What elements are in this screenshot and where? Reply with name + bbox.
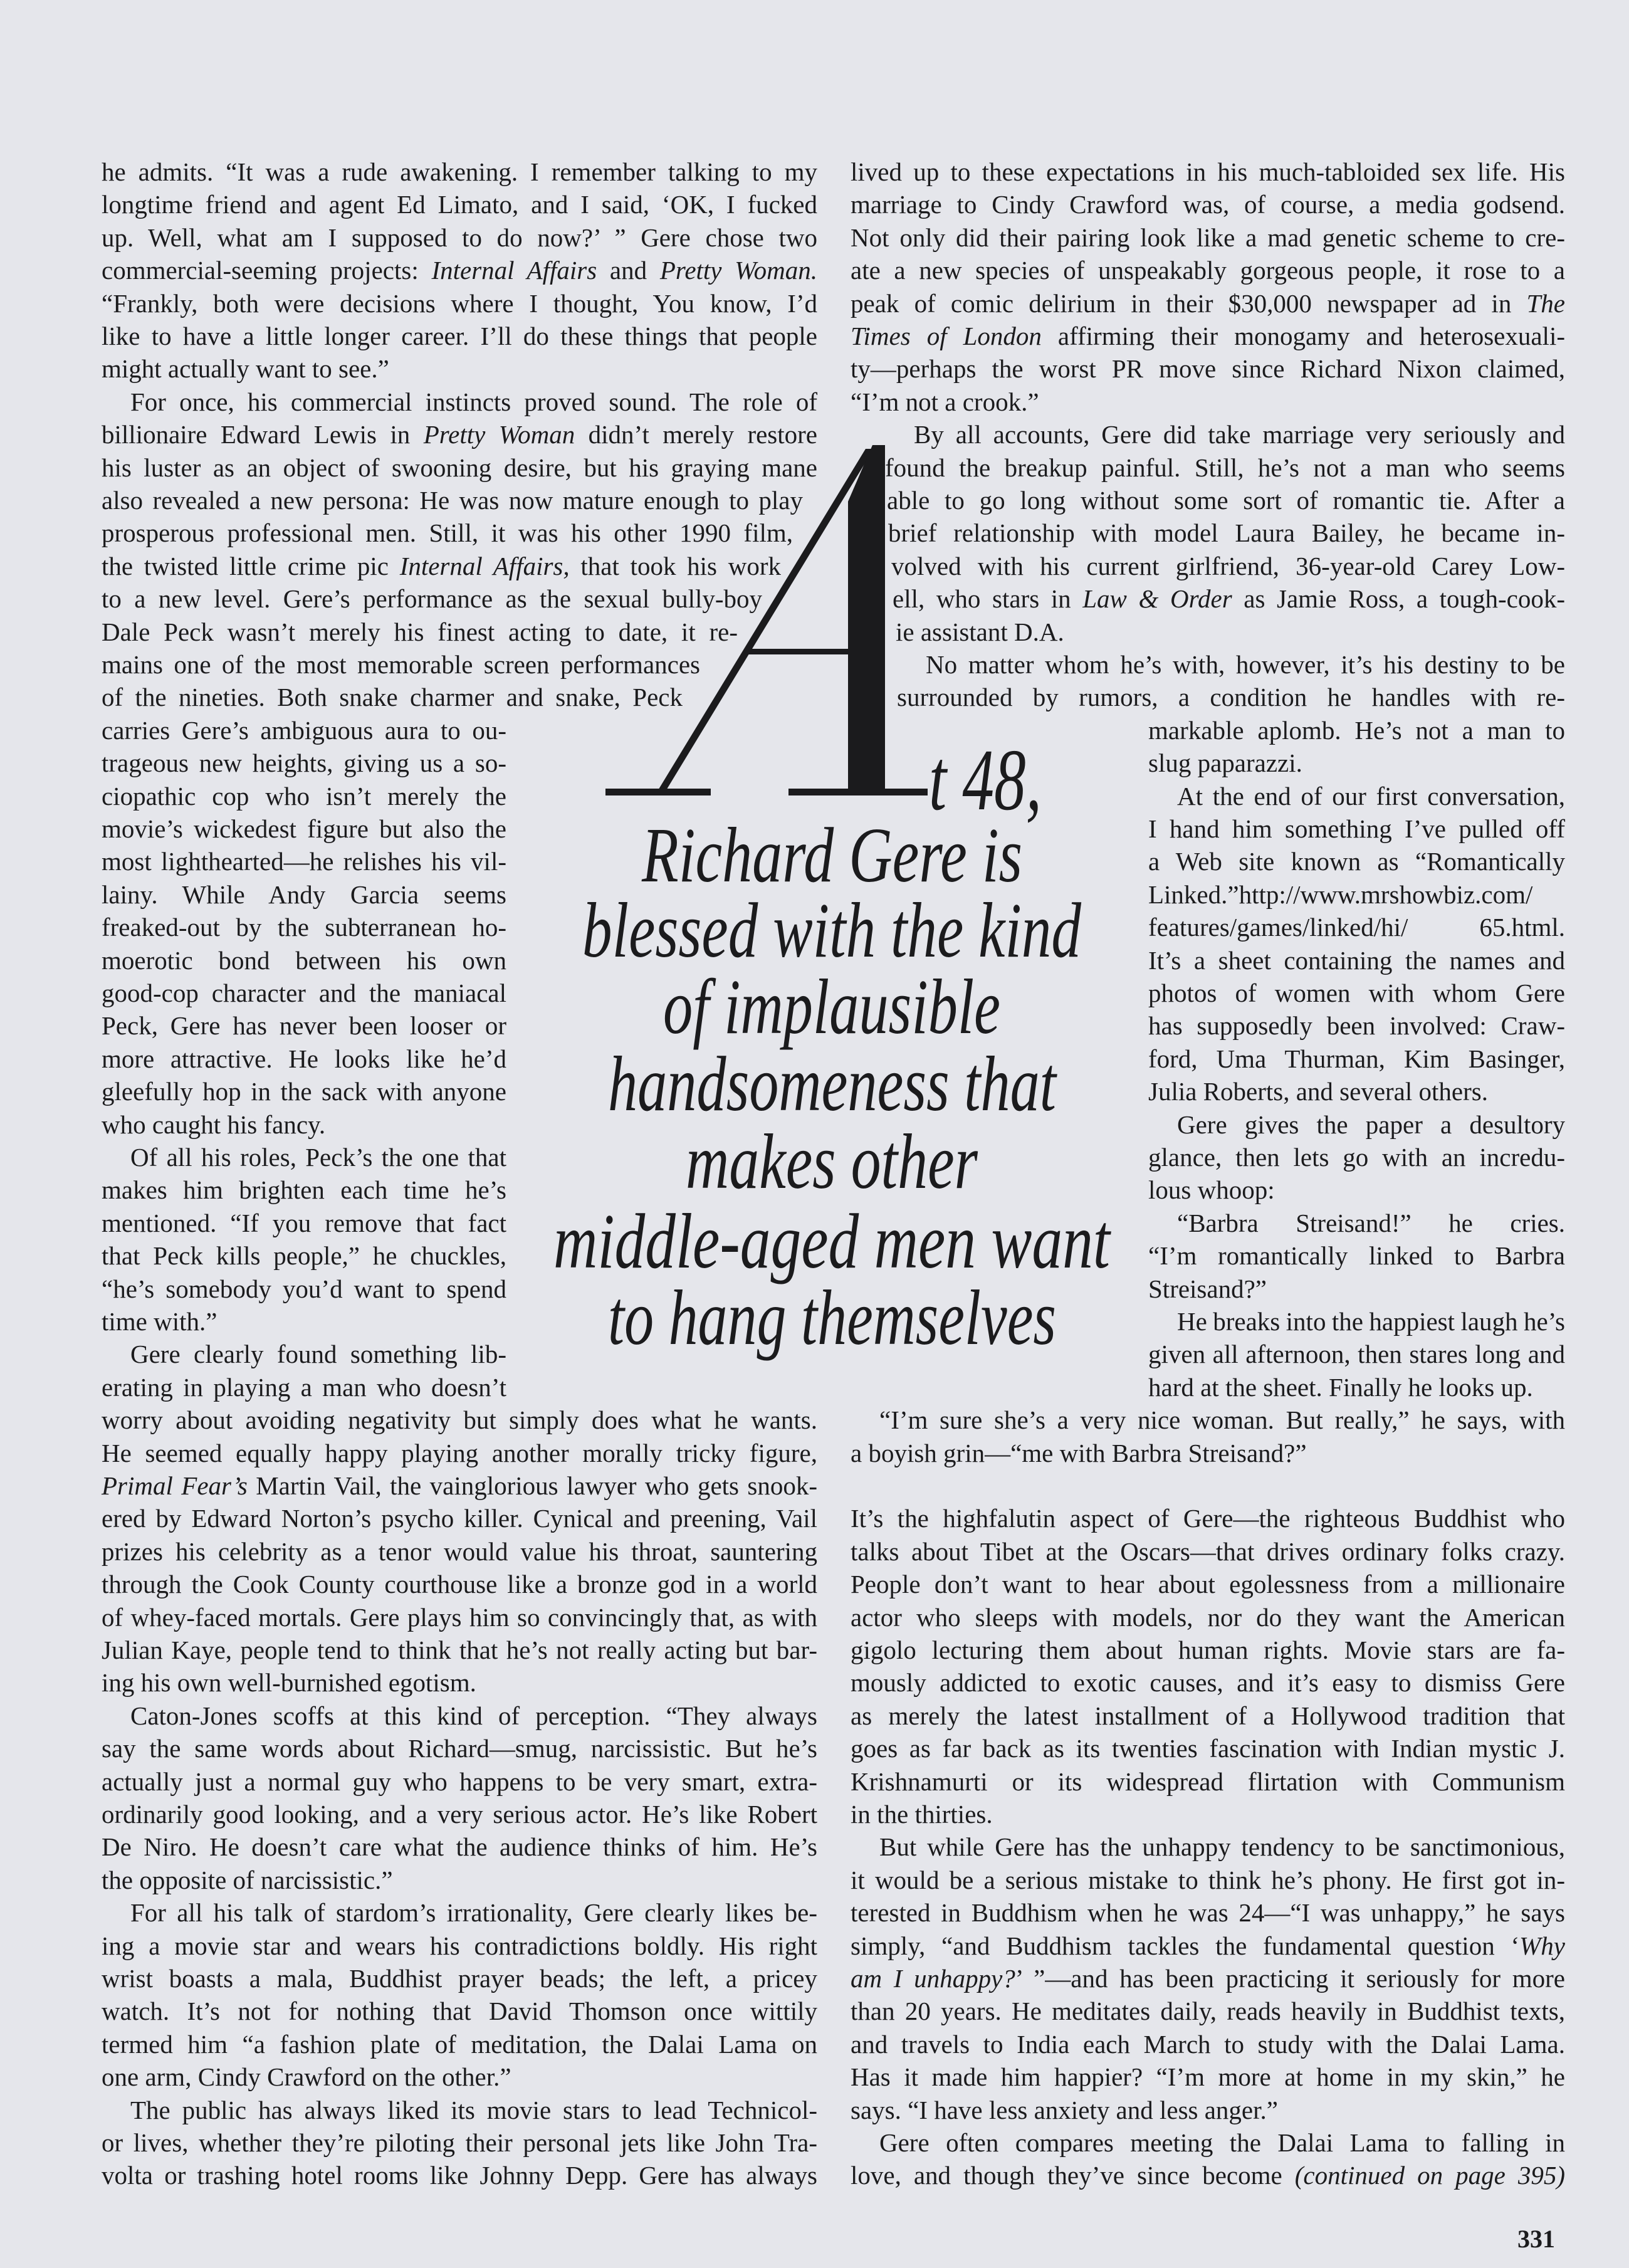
text-line: given all afternoon, then stares long and [1148,1340,1565,1369]
text-line: gleefully hop in the sack with anyone [102,1077,506,1106]
text-line: actually just a normal guy who happens to be very smart, extra- [102,1767,817,1796]
pull-quote-line: blessed with the kind [582,888,1081,975]
text-line: ciopathic cop who isn’t merely the [102,781,506,811]
text-line: brief relationship with model Laura Bailey, he became in- [888,518,1565,548]
text-line: De Niro. He doesn’t care what the audience thinks of him. He’s [102,1832,817,1862]
text-line: Julian Kaye, people tend to think that he’s not really acting but bar- [102,1635,817,1664]
text-line: commercial-seeming projects: Internal Affairs and Pretty Woman. [102,256,817,285]
text-line: For all his talk of stardom’s irrationality, Gere clearly likes be- [130,1898,817,1928]
text-line: hard at the sheet. Finally he looks up. [1148,1372,1533,1402]
text-line: By all accounts, Gere did take marriage very seriously and [914,420,1565,449]
text-line: The public has always liked its movie stars to lead Technicol- [130,2095,817,2124]
text-line: ate a new species of unspeakably gorgeous people, it rose to a [851,256,1565,285]
text-line: a Web site known as “Romantically [1148,847,1565,876]
text-line: more attractive. He looks like he’d [102,1044,506,1073]
text-line: marriage to Cindy Crawford was, of course, a media godsend. [851,190,1565,219]
text-line: ty—perhaps the worst PR move since Richard Nixon claimed, [851,354,1565,384]
drop-cap-thin-stroke [657,449,874,791]
pull-quote-line: to hang themselves [607,1275,1056,1362]
text-line: termed him “a fashion plate of meditation, the Dalai Lama on [102,2029,817,2059]
text-line: his luster as an object of swooning desire, but his graying mane [102,453,817,482]
text-line: Julia Roberts, and several others. [1148,1077,1488,1106]
text-line: ered by Edward Norton’s psycho killer. Cynical and preening, Vail [102,1504,817,1533]
pull-quote-line: handsomeness that [607,1041,1056,1128]
text-line: lainy. While Andy Garcia seems [102,879,506,909]
text-line: At the end of our first conversation, [1177,781,1565,811]
text-line: talks about Tibet at the Oscars—that drives ordinary folks crazy. [851,1536,1565,1566]
text-line: found the breakup painful. Still, he’s not a man who seems [885,453,1565,482]
text-line: most lighthearted—he relishes his vil- [102,847,506,876]
text-line: makes him brighten each time he’s [102,1175,506,1205]
pull-quote-line: of implausible [663,964,1000,1051]
text-line: or lives, whether they’re piloting their personal jets like John Tra- [102,2128,817,2157]
text-line: He breaks into the happiest laugh he’s [1177,1307,1565,1336]
text-line: freaked-out by the subterranean ho- [102,913,506,942]
text-line: Linked.”http://www.mrshowbiz.com/ [1148,879,1533,909]
text-line: watch. It’s not for nothing that David Thomson once wittily [102,1997,817,2026]
drop-cap-crossbar [745,649,849,654]
text-line: actor who sleeps with models, nor do they want the American [851,1602,1565,1632]
text-line: also revealed a new persona: He was now mature enough to play [102,486,803,515]
text-line: like to have a little longer career. I’ll do these things that people [102,322,817,350]
text-line: love, and though they’ve since become (continued on page 395) [851,2161,1565,2190]
text-line: People don’t want to hear about egolessness from a millionaire [851,1570,1565,1599]
text-line: glance, then lets go with an incredu- [1148,1143,1565,1172]
text-line: simply, “and Buddhism tackles the fundamental question ‘Why [851,1931,1565,1960]
text-line: and travels to India each March to study with the Dalai Lama. [851,2029,1565,2059]
text-line: “I’m not a crook.” [851,387,1039,416]
text-line: prizes his celebrity as a tenor would value his throat, sauntering [102,1536,817,1566]
text-line: Not only did their pairing look like a mad genetic scheme to cre- [851,223,1565,252]
text-line: “I’m sure she’s a very nice woman. But really,” he says, with [879,1405,1565,1435]
text-line: one arm, Cindy Crawford on the other.” [102,2062,511,2092]
text-line: “I’m romantically linked to Barbra [1148,1241,1565,1271]
text-line: the twisted little crime pic Internal Affairs, that took his work [102,551,781,580]
text-line: “he’s somebody you’d want to spend [102,1274,506,1303]
text-line: markable aplomb. He’s not a man to [1148,715,1565,745]
text-line: Krishnamurti or its widespread flirtation with Communism [851,1767,1565,1796]
text-line: to a new level. Gere’s performance as the sexual bully-boy [102,584,762,614]
text-line: Peck, Gere has never been looser or [102,1011,506,1041]
text-line: Has it made him happier? “I’m more at home in my skin,” he [851,2062,1565,2092]
text-line: ie assistant D.A. [896,617,1064,646]
text-line: worry about avoiding negativity but simply does what he wants. [102,1405,817,1435]
text-line: longtime friend and agent Ed Limato, and I said, ‘OK, I fucked [102,190,817,219]
drop-cap-left-serif [605,789,711,795]
text-line: of the nineties. Both snake charmer and snake, Peck [102,683,683,712]
text-line: Streisand?” [1148,1274,1267,1303]
text-line: carries Gere’s ambiguous aura to ou- [102,715,506,745]
text-line: slug paparazzi. [1148,748,1302,778]
text-line: ford, Uma Thurman, Kim Basinger, [1148,1044,1565,1073]
text-line: billionaire Edward Lewis in Pretty Woman didn’t merely restore [102,420,818,449]
text-line: mains one of the most memorable screen performances [102,650,700,679]
text-line: a boyish grin—“me with Barbra Streisand?” [851,1438,1307,1467]
pull-quote-line: makes other [686,1119,978,1206]
text-line: surrounded by rumors, a condition he handles with re- [897,683,1565,712]
text-line: Dale Peck wasn’t merely his finest acting to date, it re- [102,617,738,646]
text-line: It’s the highfalutin aspect of Gere—the righteous Buddhist who [851,1504,1565,1533]
text-line: ing his own well-burnished egotism. [102,1668,476,1698]
text-line: prosperous professional men. Still, it was his other 1990 film, [102,518,793,548]
text-line: He seemed equally happy playing another morally tricky figure, [102,1438,817,1467]
text-line: am I unhappy?’ ”—and has been practicing it seriously for more [851,1964,1565,1993]
text-line: volved with his current girlfriend, 36-year-old Carey Low- [891,551,1565,580]
text-line: has supposedly been involved: Craw- [1148,1011,1565,1041]
text-line: than 20 years. He meditates daily, reads heavily in Buddhist texts, [851,1997,1565,2026]
text-line: time with.” [102,1307,217,1336]
text-line: lous whoop: [1148,1175,1275,1205]
drop-cap-thick-stem [848,445,885,791]
text-line: good-cop character and the maniacal [102,979,506,1007]
text-line: erating in playing a man who doesn’t [102,1372,506,1402]
text-line: up. Well, what am I supposed to do now?’ ” Gere chose two [102,223,817,252]
text-line: No matter whom he’s with, however, it’s his destiny to be [926,650,1565,679]
text-line: It’s a sheet containing the names and [1148,945,1565,975]
text-line: through the Cook County courthouse like a bronze god in a world [102,1570,817,1599]
pull-quote-lead: t 48, [929,731,1042,829]
text-line: say the same words about Richard—smug, narcissistic. But he’s [102,1734,817,1763]
text-line: lived up to these expectations in his much-tabloided sex life. His [851,157,1565,186]
text-line: able to go long without some sort of romantic tie. After a [887,486,1565,515]
text-line: it would be a serious mistake to think he’s phony. He first got in- [851,1865,1565,1894]
text-line: mentioned. “If you remove that fact [102,1208,506,1237]
pull-quote-line: Richard Gere is [641,812,1022,900]
text-line: “Barbra Streisand!” he cries. [1177,1208,1565,1237]
text-line: peak of comic delirium in their $30,000 newspaper ad in The [851,288,1565,318]
text-line: Gere gives the paper a desultory [1177,1110,1565,1139]
text-line: photos of women with whom Gere [1148,979,1565,1007]
text-line: But while Gere has the unhappy tendency to be sanctimonious, [879,1832,1565,1862]
text-line: Caton-Jones scoffs at this kind of perception. “They always [130,1701,817,1730]
text-line: as merely the latest installment of a Hollywood tradition that [851,1701,1565,1730]
text-line: “Frankly, both were decisions where I thought, You know, I’d [102,288,817,318]
text-line: Gere often compares meeting the Dalai Lama to falling in [879,2128,1565,2157]
text-line: wrist boasts a mala, Buddhist prayer beads; the left, a pricey [102,1964,817,1993]
text-line: goes as far back as its twenties fascination with Indian mystic J. [851,1734,1565,1763]
text-line: he admits. “It was a rude awakening. I remember talking to my [102,157,817,186]
text-line: that Peck kills people,” he chuckles, [102,1241,506,1271]
text-line: ell, who stars in Law & Order as Jamie Ross, a tough-cook- [893,584,1565,614]
text-line: might actually want to see.” [102,354,389,384]
text-line: of whey-faced mortals. Gere plays him so convincingly that, as with [102,1602,817,1632]
text-line: gigolo lecturing them about human rights. Movie stars are fa- [851,1635,1565,1664]
text-line: moerotic bond between his own [102,945,506,975]
text-line: Of all his roles, Peck’s the one that [130,1143,506,1172]
drop-cap-right-serif [788,789,928,795]
text-line: says. “I have less anxiety and less anger.” [851,2095,1278,2124]
text-line: ordinarily good looking, and a very serious actor. He’s like Robert [102,1800,817,1829]
text-line: trageous new heights, giving us a so- [102,748,506,778]
page-number: 331 [1517,2225,1555,2253]
text-line: Primal Fear’s Martin Vail, the vainglorious lawyer who gets snook- [102,1471,817,1500]
pull-quote-line: middle-aged men want [553,1199,1110,1286]
text-line: I hand him something I’ve pulled off [1148,814,1565,843]
text-line: who caught his fancy. [102,1110,326,1139]
text-line: in the thirties. [851,1800,993,1829]
text-line: the opposite of narcissistic.” [102,1865,393,1894]
text-line: movie’s wickedest figure but also the [102,814,506,843]
text-line: features/games/linked/hi/ 65.html. [1148,913,1565,942]
text-line: mously addicted to exotic causes, and it’s easy to dismiss Gere [851,1668,1565,1698]
text-line: Times of London affirming their monogamy and heterosexuali- [851,322,1565,350]
text-line: Gere clearly found something lib- [130,1340,506,1369]
text-line: terested in Buddhism when he was 24—“I was unhappy,” he says [851,1898,1565,1928]
text-line: volta or trashing hotel rooms like Johnny Depp. Gere has always [102,2161,817,2190]
text-line: For once, his commercial instincts proved sound. The role of [130,387,817,416]
text-line: ing a movie star and wears his contradictions boldly. His right [102,1931,817,1960]
